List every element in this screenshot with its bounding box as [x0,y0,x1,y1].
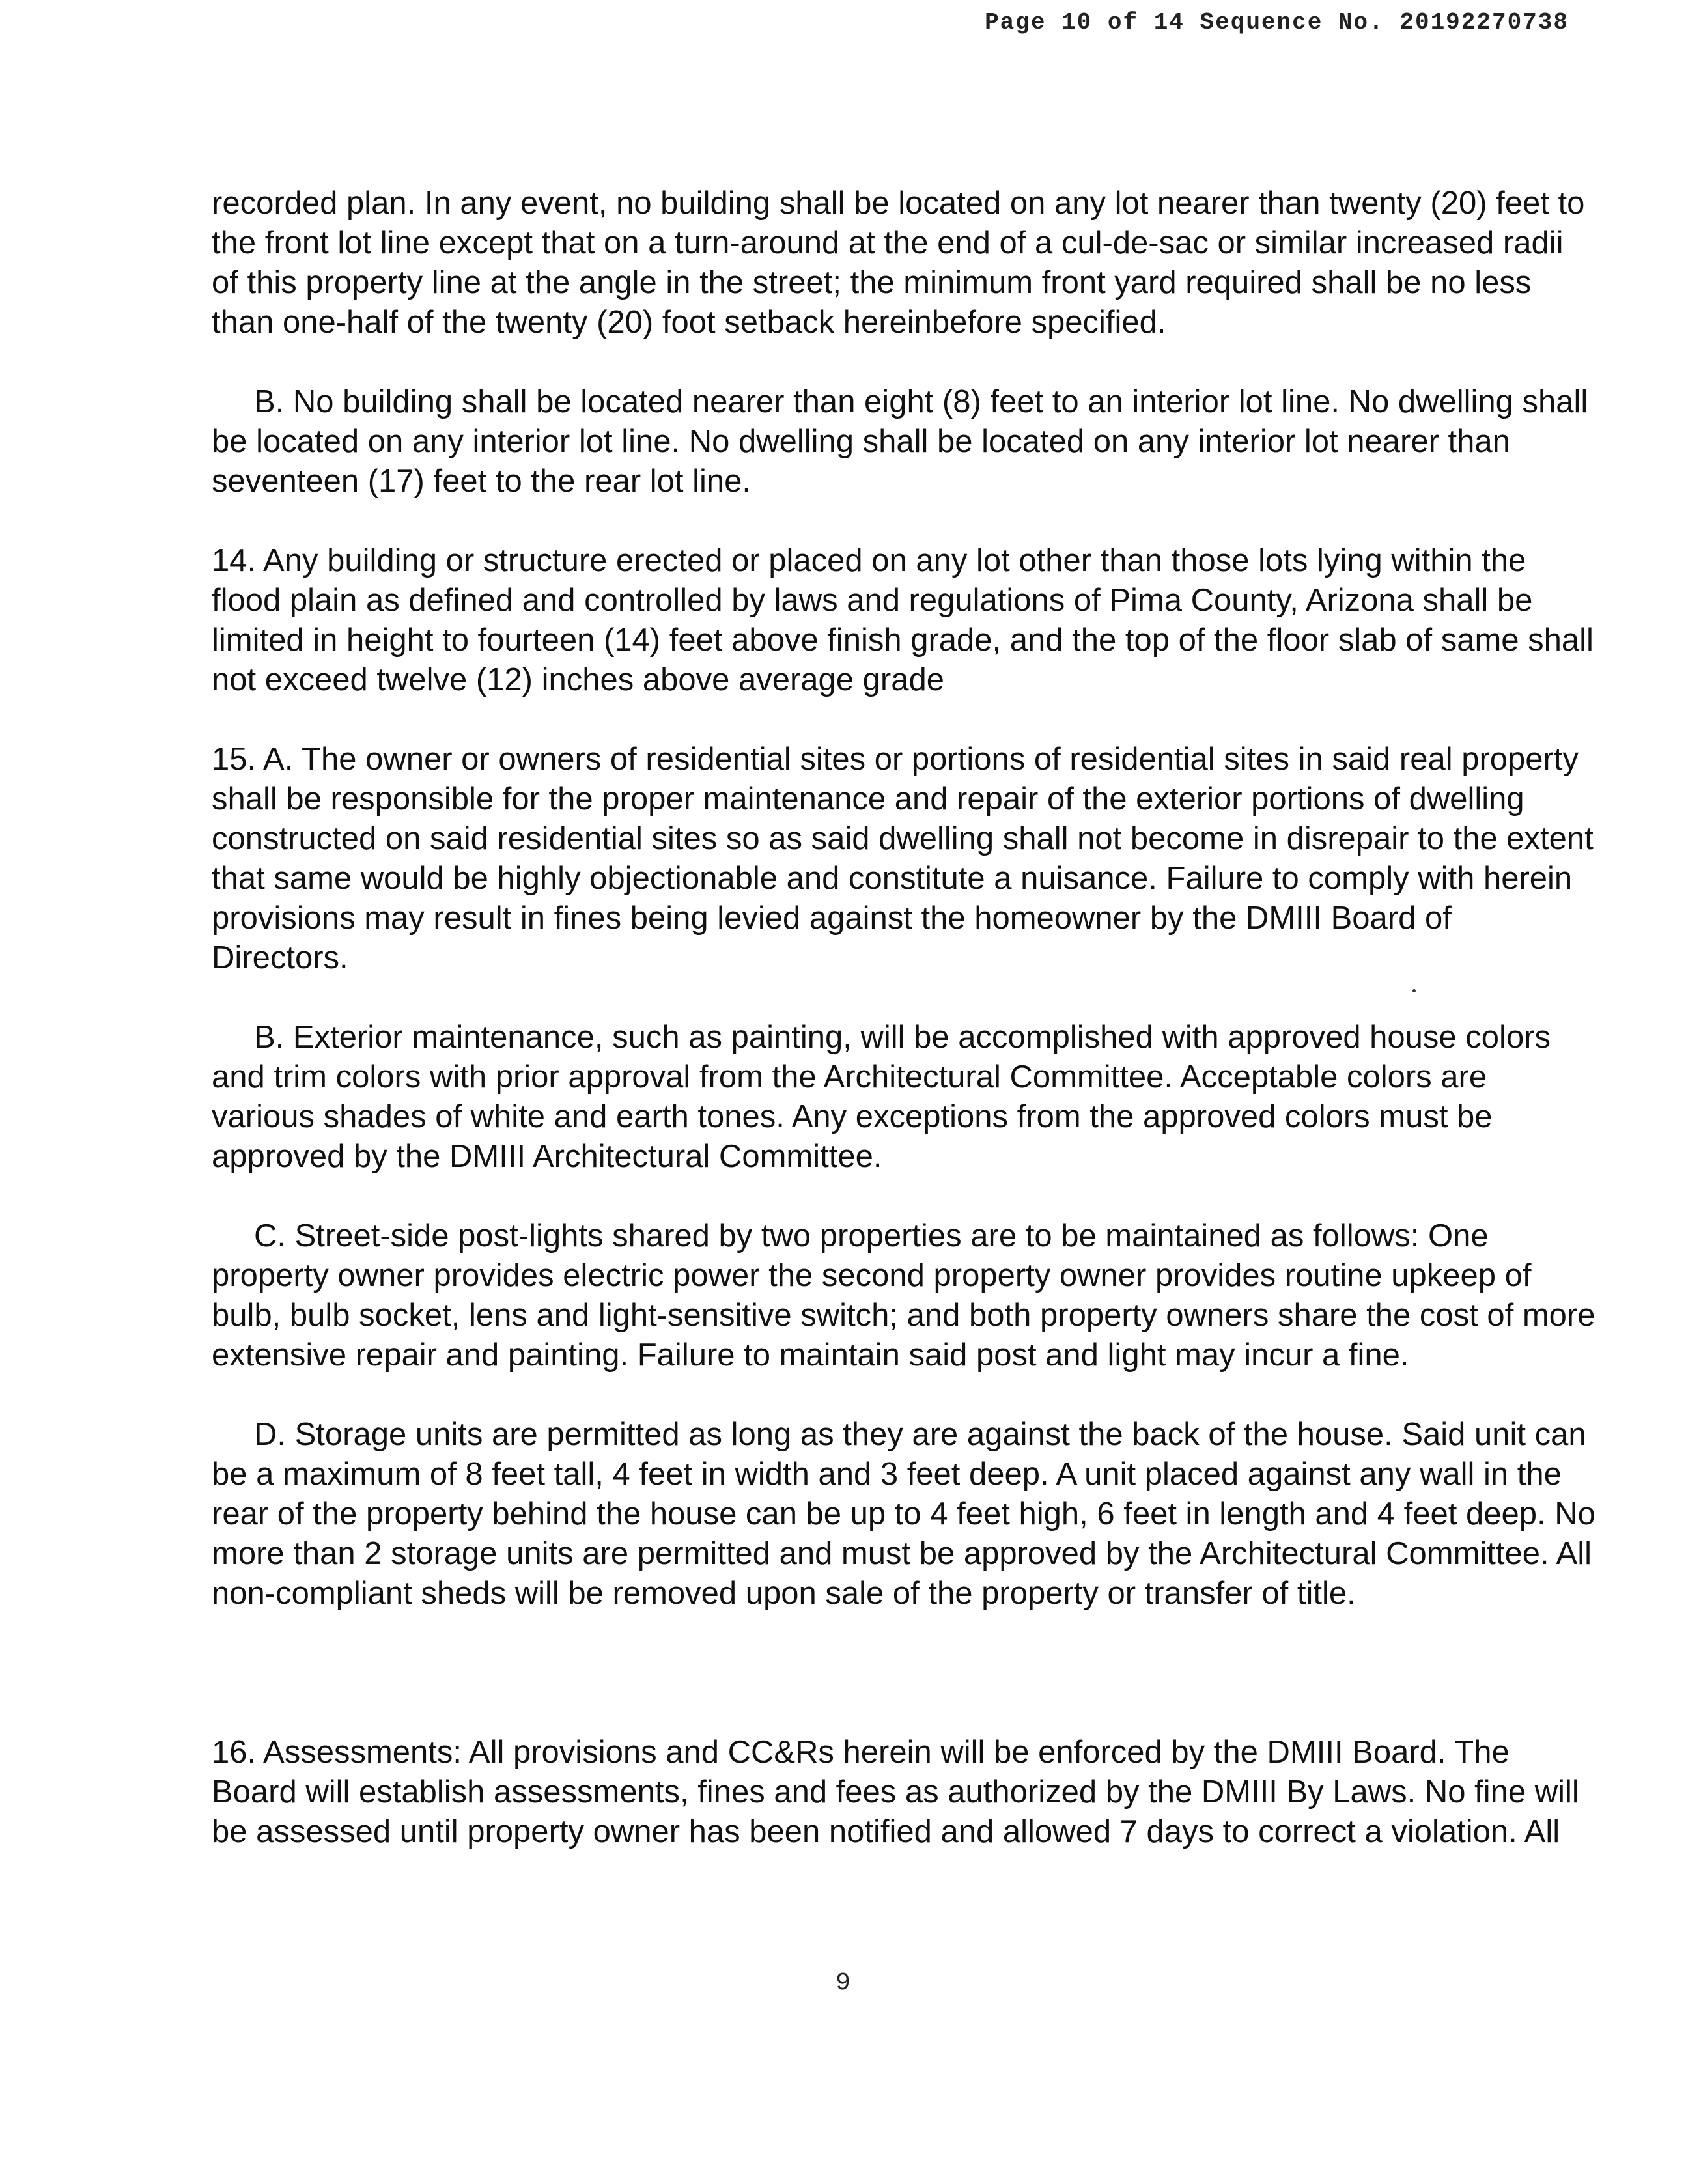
paragraph-15-b: B. Exterior maintenance, such as painting, will be accomplished with approved house colors and trim colors with prior approval from the Architectural Committee. Acceptable colors are various shades of white and earth tones. Any exceptions from the approved colors must be approved by the DMIII Architectural Committee. [212,1020,1551,1174]
paragraph-14: 14. Any building or structure erected or placed on any lot other than those lots lying within the flood plain as defined and controlled by laws and regulations of Pima County, Arizona shall be limited in height to fourteen (14) feet above finish grade, and the top of the floor slab of same shall not exceed twelve (12) inches above average grade [212,543,1594,697]
page-number: 9 [836,1969,850,1997]
paragraph-16: 16. Assessments: All provisions and CC&Rs herein will be enforced by the DMIII Board. The Board will establish assessments, fines and fees as authorized by the DMIII By Laws. No fine will be assessed until property owner has been notified and allowed 7 days to correct a violation. All [212,1735,1579,1849]
paragraph-15-a: 15. A. The owner or owners of residential sites or portions of residential sites in said real property shall be responsible for the proper maintenance and repair of the exterior portions of dwelling constructed on said residential sites so as said dwelling shall not become in disrepair to the extent that same would be highly objectionable and constitute a nuisance. Failure to comply with herein provisions may result in fines being levied against the homeowner by the DMIII Board of Directors. [212,742,1594,975]
paragraph-15-d: D. Storage units are permitted as long as they are against the back of the house. Said unit can be a maximum of 8 feet tall, 4 feet in width and 3 feet deep. A unit placed against any wall in the rear of the property behind the house can be up to 4 feet high, 6 feet in length and 4 feet deep. No more than 2 storage units are permitted and must be approved by the Architectural Committee. All non-compliant sheds will be removed upon sale of the property or transfer of title. [212,1417,1595,1611]
paragraph-13-continuation: recorded plan. In any event, no building shall be located on any lot nearer than twenty (20) feet to the front lot line except that on a turn-around at the end of a cul-de-sac or similar increased radii of this property line at the angle in the street; the minimum front yard required shall be no less than one-half of the twenty (20) foot setback hereinbefore specified. [212,186,1585,340]
scan-speck [1412,989,1416,992]
paragraph-13-b: B. No building shall be located nearer than eight (8) feet to an interior lot line. No dwelling shall be located on any interior lot line. No dwelling shall be located on any interior lot nearer than seventeen (17) feet to the rear lot line. [212,384,1588,499]
paragraph-15-c: C. Street-side post-lights shared by two properties are to be maintained as follows: One property owner provides electric power the second property owner provides routine upkeep of bulb, bulb socket, lens and light-sensitive switch; and both property owners share the cost of more extensive repair and painting. Failure to maintain said post and light may incur a fine. [212,1218,1595,1373]
page-sequence-header: Page 10 of 14 Sequence No. 20192270738 [985,9,1569,36]
document-body [212,184,1595,1852]
